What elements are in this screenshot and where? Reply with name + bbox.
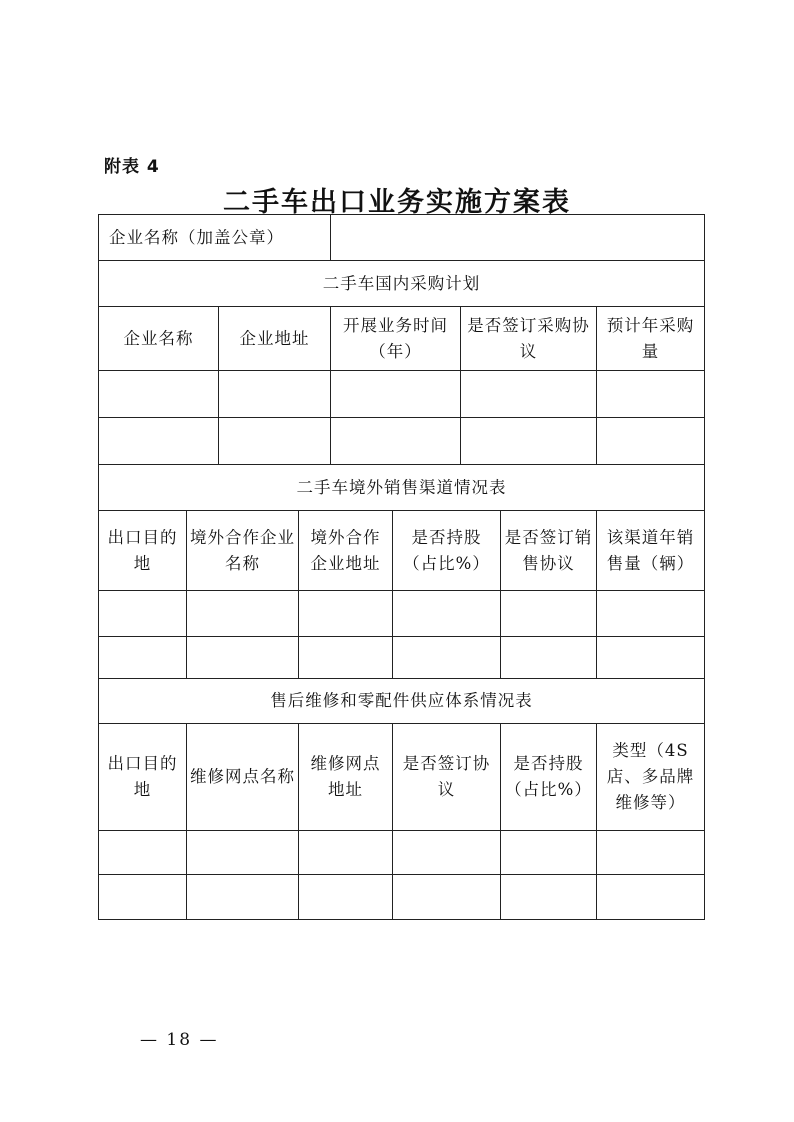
table-cell[interactable] xyxy=(597,637,705,679)
overseas-col-partner-address: 境外合作企业地址 xyxy=(299,511,393,591)
overseas-col-destination: 出口目的地 xyxy=(99,511,187,591)
domestic-section-header: 二手车国内采购计划 xyxy=(99,261,705,307)
table-cell[interactable] xyxy=(99,371,219,418)
aftersales-col-type: 类型（4S 店、多品牌维修等） xyxy=(597,724,705,831)
table-cell[interactable] xyxy=(187,831,299,875)
domestic-col-annual-purchase: 预计年采购量 xyxy=(597,307,705,371)
domestic-col-company-address: 企业地址 xyxy=(219,307,331,371)
table-row xyxy=(99,371,705,418)
table-cell[interactable] xyxy=(393,831,501,875)
table-cell[interactable] xyxy=(99,875,187,920)
table-cell[interactable] xyxy=(393,637,501,679)
table-row xyxy=(99,591,705,637)
table-cell[interactable] xyxy=(597,371,705,418)
table-cell[interactable] xyxy=(597,831,705,875)
table-cell[interactable] xyxy=(299,831,393,875)
overseas-col-shareholding: 是否持股（占比%） xyxy=(393,511,501,591)
table-cell[interactable] xyxy=(597,875,705,920)
table-cell[interactable] xyxy=(597,591,705,637)
table-cell[interactable] xyxy=(99,637,187,679)
table-cell[interactable] xyxy=(187,591,299,637)
domestic-col-purchase-agreement: 是否签订采购协议 xyxy=(461,307,597,371)
table-cell[interactable] xyxy=(299,875,393,920)
company-name-label: 企业名称（加盖公章） xyxy=(99,215,331,261)
aftersales-col-destination: 出口目的地 xyxy=(99,724,187,831)
table-cell[interactable] xyxy=(299,591,393,637)
implementation-plan-table xyxy=(98,214,705,920)
domestic-col-business-start: 开展业务时间（年） xyxy=(331,307,461,371)
table-row xyxy=(99,418,705,465)
aftersales-section-header: 售后维修和零配件供应体系情况表 xyxy=(99,679,705,724)
table-cell[interactable] xyxy=(219,418,331,465)
aftersales-col-shareholding: 是否持股（占比%） xyxy=(501,724,597,831)
table-cell[interactable] xyxy=(187,637,299,679)
table-row xyxy=(99,875,705,920)
table-cell[interactable] xyxy=(99,418,219,465)
table-row xyxy=(99,637,705,679)
table-cell[interactable] xyxy=(187,875,299,920)
table-cell[interactable] xyxy=(299,637,393,679)
page-title: 二手车出口业务实施方案表 xyxy=(223,187,571,218)
page-number: — 18 — xyxy=(140,1030,219,1050)
company-name-field[interactable] xyxy=(331,215,705,261)
table-cell[interactable] xyxy=(501,875,597,920)
table-cell[interactable] xyxy=(331,371,461,418)
aftersales-col-agreement: 是否签订协议 xyxy=(393,724,501,831)
overseas-col-sales-agreement: 是否签订销售协议 xyxy=(501,511,597,591)
table-cell[interactable] xyxy=(99,831,187,875)
table-cell[interactable] xyxy=(393,875,501,920)
table-row xyxy=(99,831,705,875)
aftersales-col-outlet-address: 维修网点地址 xyxy=(299,724,393,831)
overseas-col-partner-name: 境外合作企业名称 xyxy=(187,511,299,591)
table-cell[interactable] xyxy=(597,418,705,465)
table-cell[interactable] xyxy=(501,591,597,637)
table-cell[interactable] xyxy=(461,371,597,418)
aftersales-col-outlet-name: 维修网点名称 xyxy=(187,724,299,831)
table-cell[interactable] xyxy=(219,371,331,418)
overseas-section-header: 二手车境外销售渠道情况表 xyxy=(99,465,705,511)
overseas-col-annual-sales: 该渠道年销售量（辆） xyxy=(597,511,705,591)
table-cell[interactable] xyxy=(99,591,187,637)
attachment-label: 附表 4 xyxy=(104,157,160,177)
domestic-col-company-name: 企业名称 xyxy=(99,307,219,371)
table-cell[interactable] xyxy=(501,831,597,875)
table-cell[interactable] xyxy=(393,591,501,637)
table-cell[interactable] xyxy=(501,637,597,679)
table-cell[interactable] xyxy=(461,418,597,465)
table-cell[interactable] xyxy=(331,418,461,465)
